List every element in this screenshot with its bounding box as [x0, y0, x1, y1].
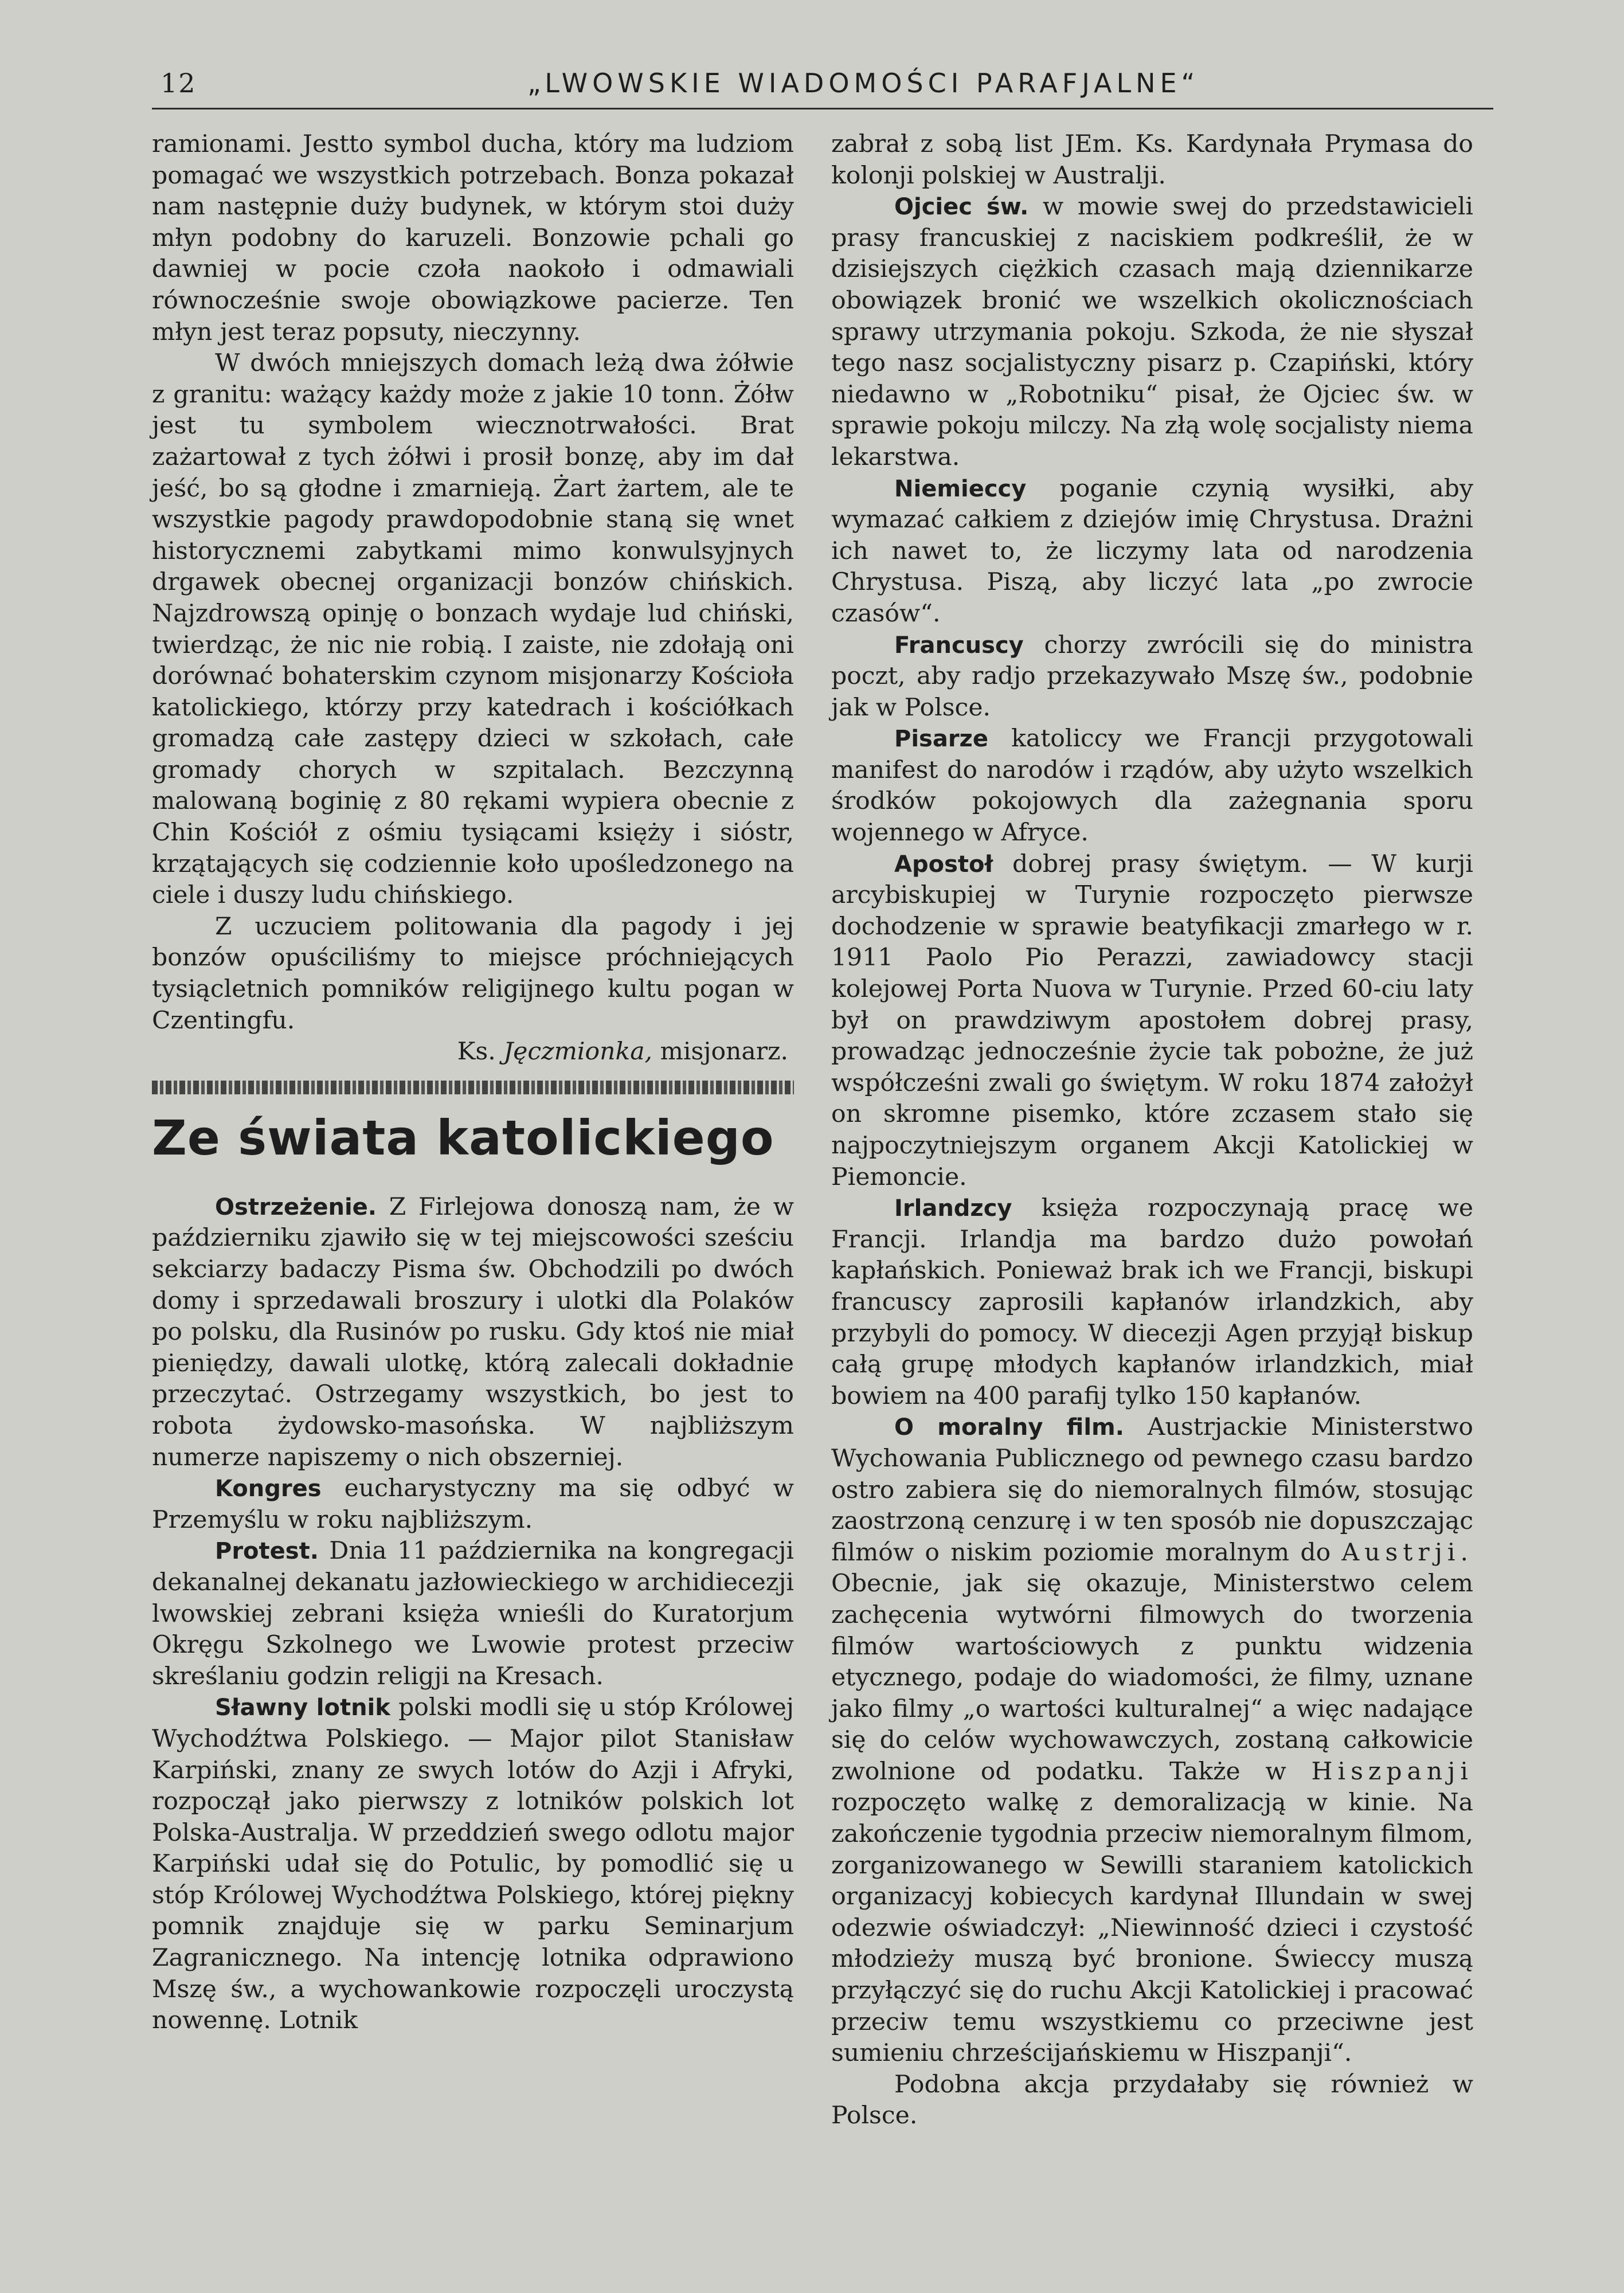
news-item-text: eucharystyczny ma się odbyć w Przemyślu w roku najbliższym. — [152, 1474, 794, 1534]
right-column — [831, 129, 1473, 2132]
news-item-lead: Kongres — [215, 1476, 322, 1502]
news-item-text: Obecnie, jak się okazuje, Ministerstwo celem zachęcenia wytwórni filmowych do tworzenia filmów wartościowych z punktu widzenia etycznego, podaje do wiadomości, że filmy, uznane jako filmy „o wartości kulturalnej“ a więc nadające się do celów wychowawczych, zostaną całkowicie zwolnione od podatku. Także w — [831, 1570, 1473, 1786]
signature — [152, 1036, 794, 1068]
left-column — [152, 129, 794, 2037]
header-rule — [152, 108, 1493, 109]
news-item-text: poganie czynią wysiłki, aby wymazać całkiem z dziejów imię Chrystusa. Drażni ich nawet to, że liczymy lata od narodzenia Chrystusa. Piszą, aby liczyć lata „po zwrocie czasów“. — [831, 474, 1474, 628]
news-item-lead: Apostoł — [894, 851, 993, 878]
paragraph: ramionami. Jestto symbol ducha, który ma ludziom pomagać we wszystkich potrzebach. Bonza pokazał nam następnie duży budynek, w którym stoi duży młyn podobny do karuzeli. Bonzowie pchali go dawniej w pocie czoła naokoło i odmawiali równocześnie swoje obowiązkowe pacierze. Ten młyn jest teraz popsuty, nieczynny. — [152, 130, 794, 346]
news-item — [152, 1192, 794, 1473]
news-item-text: chorzy zwrócili się do ministra poczt, aby radjo przekazywało Mszę św., podobnie jak w Polsce. — [831, 631, 1473, 722]
news-item-text: księża rozpoczynają pracę we Francji. Irlandja ma bardzo dużo powołań kapłańskich. Ponieważ brak ich we Francji, biskupi francuscy zaprosili kapłanów irlandzkich, aby przybyli do pomocy. W diecezji Agen przyjął biskup całą grupę młodych kapłanów irlandzkich, miał bowiem na 400 parafij tylko 150 kapłanów. — [831, 1194, 1473, 1410]
paragraph: W dwóch mniejszych domach leżą dwa żółwie z granitu: ważący każdy może z jakie 10 tonn. Żółw jest tu symbolem wiecznotrwałości. Brat zażartował z tych żółwi i prosił bonzę, aby im dał jeść, bo są głodne i zmarnieją. Żart żartem, ale te wszystkie pagody prawdopodobnie staną się wnet historycznemi zabytkami mimo konwulsyjnych drgawek obecnej organizacji bonzów chińskich. Najzdrowszą opinję o bonzach wydaje lud chiński, twierdząc, że nic nie robią. I zaiste, nie zdołają oni dorównać bohaterskim czynom misjonarzy Kościoła katolickiego, którzy przy katedrach i kościółkach gromadzą całe zastępy dzieci w szkołach, całe gromady chorych w szpitalach. Bezczynną malowaną boginię z 80 rękami wypiera obecnie z Chin Kościół z ośmiu tysiącami księży i sióstr, krzątających się codziennie koło upośledzonego na ciele i duszy ludu chińskiego. — [152, 349, 794, 910]
page-number: 12 — [161, 68, 197, 99]
news-item — [831, 1193, 1473, 1412]
news-item — [152, 1536, 794, 1692]
news-item-lead: Ojciec św. — [894, 194, 1029, 221]
section-heading: Ze świata katolickiego — [152, 1109, 774, 1166]
news-item — [152, 1473, 794, 1536]
news-item-text: Z Firlejowa donoszą nam, że w październiku zjawiło się w tej miejscowości sześciu sekciarzy badaczy Pisma św. Obchodzili po dwóch domy i sprzedawali broszury i ulotki dla Polaków po polsku, dla Rusinów po rusku. Gdy ktoś nie miał pieniędzy, dawali ulotkę, którą zalecali dokładnie przeczytać. Ostrzegamy wszystkich, bo jest to robota żydowsko-masońska. W najbliższym numerze napiszemy o nich obszerniej. — [152, 1192, 794, 1472]
news-item — [831, 1412, 1473, 2069]
signature-prefix: Ks. — [457, 1038, 496, 1066]
running-title: „LWOWSKIE WIADOMOŚCI PARAFJALNE“ — [527, 68, 1200, 99]
news-item-text: rozpoczęto walkę z demoralizacją w kinie. Na zakończenie tygodnia przeciw niemoralnym filmom, zorganizowanego w Sewilli staraniem katolickich organizacyj kobiecych kardynał Illundain w swej odezwie oświadczył: „Niewinność dzieci i czystość młodzieży muszą być bronione. Świeccy muszą przyłączyć się do ruchu Akcji Katolickiej i pracować przeciw temu wszystkiemu co przeciwne jest sumieniu chrześcijańskiemu w Hiszpanji“. — [831, 1789, 1473, 2068]
paragraph: Z uczuciem politowania dla pagody i jej bonzów opuściliśmy to miejsce próchniejących tysiącletnich pomników religijnego kultu pogan w Czentingfu. — [152, 912, 794, 1035]
ornamental-divider — [152, 1081, 794, 1094]
news-item-text: Dnia 11 października na kongregacji dekanalnej dekanatu jazłowieckiego w archidiecezji lwowskiej zebrani księża wnieśli do Kuratorjum Okręgu Szkolnego we Lwowie protest przeciw skreślaniu godzin religji na Kresach. — [152, 1537, 794, 1691]
paragraph: Podobna akcja przydałaby się również w Polsce. — [831, 2070, 1473, 2130]
news-item-lead: Sławny lotnik — [215, 1695, 390, 1721]
news-item — [831, 191, 1473, 473]
news-item — [831, 474, 1473, 630]
signature-name: Jęczmionka, — [503, 1038, 653, 1066]
news-item-lead: Pisarze — [894, 726, 988, 753]
spaced-word: Austrji. — [1341, 1538, 1473, 1567]
news-item-text: katoliccy we Francji przygotowali manifest do narodów i rządów, aby użyto wszelkich środków pokojowych dla zażegnania sporu wojennego w Afryce. — [831, 725, 1473, 847]
news-item-lead: O moralny film. — [894, 1414, 1124, 1441]
news-item — [831, 723, 1473, 848]
news-item — [152, 1692, 794, 2037]
news-item-text: Austrjackie Ministerstwo Wychowania Publicznego od pewnego czasu bardzo ostro zabiera się do niemoralnych filmów, stosując zaostrzoną cenzurę i w ten sposób nie dopuszczając filmów o niskim poziomie moralnym do — [831, 1413, 1473, 1567]
news-item-text: dobrej prasy świętym. — W kurji arcybiskupiej w Turynie rozpoczęto pierwsze dochodzenie w sprawie beatyfikacji zmarłego w r. 1911 Paolo Pio Perazzi, zawiadowcy stacji kolejowej Porta Nuova w Turynie. Przed 60-ciu laty był on prawdziwym apostołem dobrej prasy, prowadząc jednocześnie życie tak pobożne, że już współcześni zwali go świętym. W roku 1874 założył on skromne pisemko, które zczasem stało się najpoczytniejszym organem Akcji Katolickiej w Piemoncie. — [831, 850, 1473, 1191]
news-item-text: w mowie swej do przedstawicieli prasy francuskiej z naciskiem podkreślił, że w dzisiejszych ciężkich czasach mają dziennikarze obowiązek bronić we wszelkich okolicznościach sprawy utrzymania pokoju. Szkoda, że nie słyszał tego nasz socjalistyczny pisarz p. Czapiński, który niedawno w „Robotniku“ pisał, że Ojciec św. w sprawie pokoju milczy. Na złą wolę socjalisty niema lekarstwa. — [831, 193, 1473, 471]
news-item-lead: Protest. — [215, 1538, 319, 1565]
news-item — [831, 630, 1473, 724]
news-item — [831, 849, 1473, 1194]
news-item-text: polski modli się u stóp Królowej Wychodźtwa Polskiego. — Major pilot Stanisław Karpiński, znany ze swych lotów do Azji i Afryki, rozpoczął jako pierwszy z lotników polskich lot Polska-Australja. W przeddzień swego odlotu major Karpiński udał się do Potulic, by pomodlić się u stóp Królowej Wychodźtwa Polskiego, której piękny pomnik znajduje się w parku Seminarjum Zagranicznego. Na intencję lotnika odprawiono Mszę św., a wychowankowie rozpoczęli uroczystą nowennę. Lotnik — [152, 1693, 794, 2035]
page-header — [161, 68, 1525, 108]
news-item-lead: Francuscy — [894, 632, 1024, 659]
spaced-word: Hiszpanji — [1311, 1757, 1474, 1786]
paragraph: zabrał z sobą list JEm. Ks. Kardynała Prymasa do kolonji polskiej w Australji. — [831, 130, 1473, 190]
signature-suffix: misjonarz. — [660, 1038, 788, 1066]
news-item-lead: Niemieccy — [894, 475, 1027, 502]
news-item-lead: Irlandzcy — [894, 1195, 1012, 1222]
news-item-lead: Ostrzeżenie. — [215, 1194, 377, 1220]
